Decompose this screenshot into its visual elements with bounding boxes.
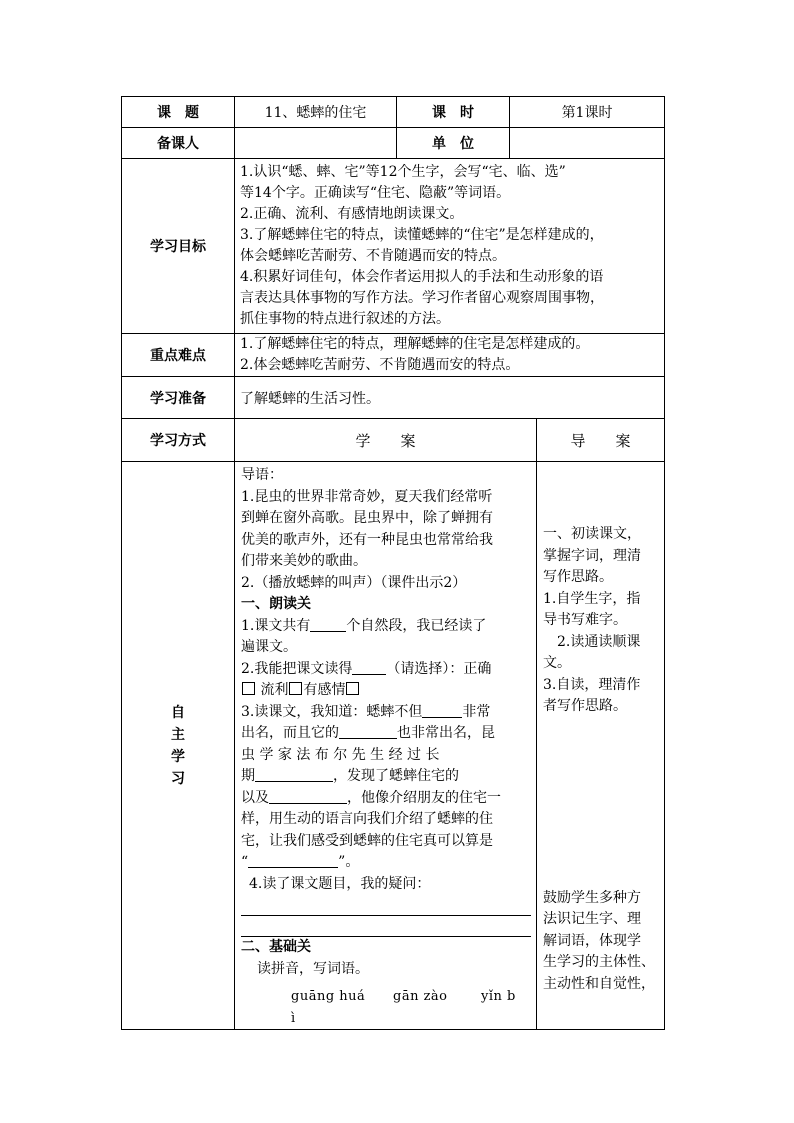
goals-content [235,159,665,334]
guide-line: 1.自学生字，指 [543,590,641,607]
pinyin-word: guāng huá [291,989,366,1004]
guide-line: 主动性和自觉性， [543,975,656,992]
guide-line: 法识记生字、理 [543,911,642,927]
row-topic [122,97,665,128]
preparer-label: 备课人 [122,128,235,159]
fill-blank[interactable] [255,767,333,782]
goal-line: 2.正确、流利、有感情地朗读课文。 [240,206,464,222]
answer-line[interactable] [241,916,531,937]
goal-line: 4.积累好词佳句，体会作者运用拟人的手法和生动形象的语 [240,269,604,285]
intro-label: 导语： [241,467,283,483]
prep-content: 了解蟋蟀的生活习性。 [235,377,665,419]
goal-line: 3.了解蟋蟀住宅的特点，读懂蟋蟀的“住宅”是怎样建成的， [240,227,604,243]
guide-line: 文。 [543,655,572,671]
hours-value: 第1课时 [510,97,665,128]
topic-value: 11、蟋蟀的住宅 [235,97,397,128]
guide-line: 者写作思路。 [543,698,628,714]
question-3-line: 出名，而且它的 也非常出名，昆 [241,725,495,741]
intro-line: 1.昆虫的世界非常奇妙，夏天我们经常听 [241,488,493,505]
self-study-label: 自 主 学 习 [122,462,235,1030]
intro-line: 优美的歌声外，还有一种昆虫也常常给我 [241,531,493,548]
topic-label: 课 题 [122,97,235,128]
checkbox[interactable] [242,682,255,695]
goal-line: 抓住事物的特点进行叙述的方法。 [240,311,450,327]
intro-line: 到蝉在窗外高歌。昆虫界中，除了蝉拥有 [241,510,493,526]
question-3-line: “ ”。 [241,854,360,870]
item-2: 2.（播放蟋蟀的叫声）（课件出示2） [241,574,467,591]
row-preparer [122,128,665,159]
pinyin-instruction: 读拼音，写词语。 [257,960,369,977]
row-method [122,419,665,462]
fill-blank[interactable] [352,660,386,675]
question-2: 2.我能把课文读得 （请选择）：正确 [241,660,492,677]
goal-line: 言表达具体事物的写作方法。学习作者留心观察周围事物， [240,290,604,306]
study-content [235,462,537,1030]
pinyin-word: yǐn b [481,989,516,1004]
checkbox[interactable] [346,682,359,695]
guide-line: 2.读通读顺课 [543,633,641,650]
study-header: 学 案 [235,419,537,462]
guide-line: 一、初读课文， [543,526,642,542]
fill-blank[interactable] [310,617,346,632]
question-1: 1.课文共有 个自然段，我已经读了 [241,617,487,634]
question-3: 3.读课文，我知道：蟋蟀不但 非常 [241,703,491,720]
pinyin-word: gān zào [393,989,448,1004]
focus-line: 2.体会蟋蟀吃苦耐劳、不肯随遇而安的特点。 [240,357,520,373]
guide-line: 3.自读，理清作 [543,676,641,693]
question-3-line: 宅，让我们感受到蟋蟀的住宅真可以算是 [241,832,493,849]
goal-line: 等14个字。正确读写“住宅、隐蔽”等词语。 [240,185,511,201]
row-focus [122,334,665,377]
pinyin-wrap: ì [291,1010,296,1026]
row-goals [122,159,665,334]
guide-line: 解词语，体现学 [543,932,642,949]
question-1-cont: 遍课文。 [241,639,297,655]
question-4: 4.读了课文题目，我的疑问： [249,875,431,892]
guide-line: 鼓励学生多种方 [543,889,642,906]
row-self-study [122,462,665,1030]
fill-blank[interactable] [269,789,347,804]
prep-label: 学习准备 [122,377,235,419]
unit-label: 单 位 [397,128,510,159]
focus-line: 1.了解蟋蟀住宅的特点，理解蟋蟀的住宅是怎样建成的。 [240,336,590,352]
guide-line: 生学习的主体性、 [543,954,656,970]
hours-label: 课 时 [397,97,510,128]
question-3-line: 样，用生动的语言向我们介绍了蟋蟀的住 [241,811,493,827]
focus-label: 重点难点 [122,334,235,377]
fill-blank[interactable] [339,724,397,739]
guide-header: 导 案 [537,419,665,462]
pinyin-row [241,986,531,1008]
answer-line[interactable] [241,895,531,916]
intro-line: 们带来美妙的歌曲。 [241,553,367,569]
checkbox[interactable] [289,682,302,695]
section-reading: 一、朗读关 [241,596,311,612]
question-3-line: 以及 ，他像介绍朋友的住宅一 [241,789,501,806]
preparer-value [235,128,397,159]
guide-line: 导书写难字。 [543,612,628,628]
section-basics: 二、基础关 [241,939,311,955]
method-label: 学习方式 [122,419,235,462]
guide-content [537,462,665,1030]
question-3-line: 期 ，发现了蟋蟀住宅的 [241,768,459,784]
question-3-line: 虫 学 家 法 布 尔 先 生 经 过 长 [241,746,440,763]
guide-line: 写作思路。 [543,569,614,585]
fill-blank[interactable] [422,703,462,718]
fill-blank[interactable] [248,853,338,868]
row-prep [122,377,665,419]
goal-line: 体会蟋蟀吃苦耐劳、不肯随遇而安的特点。 [240,248,506,264]
guide-line: 掌握字词，理清 [543,547,642,564]
question-2-options: 流利 有感情 [241,680,531,702]
focus-content [235,334,665,377]
lesson-plan-table [121,96,665,1030]
unit-value [510,128,665,159]
goal-line: 1.认识“蟋、蟀、宅”等12个生字，会写“宅、临、选” [240,164,566,180]
goals-label: 学习目标 [122,159,235,334]
